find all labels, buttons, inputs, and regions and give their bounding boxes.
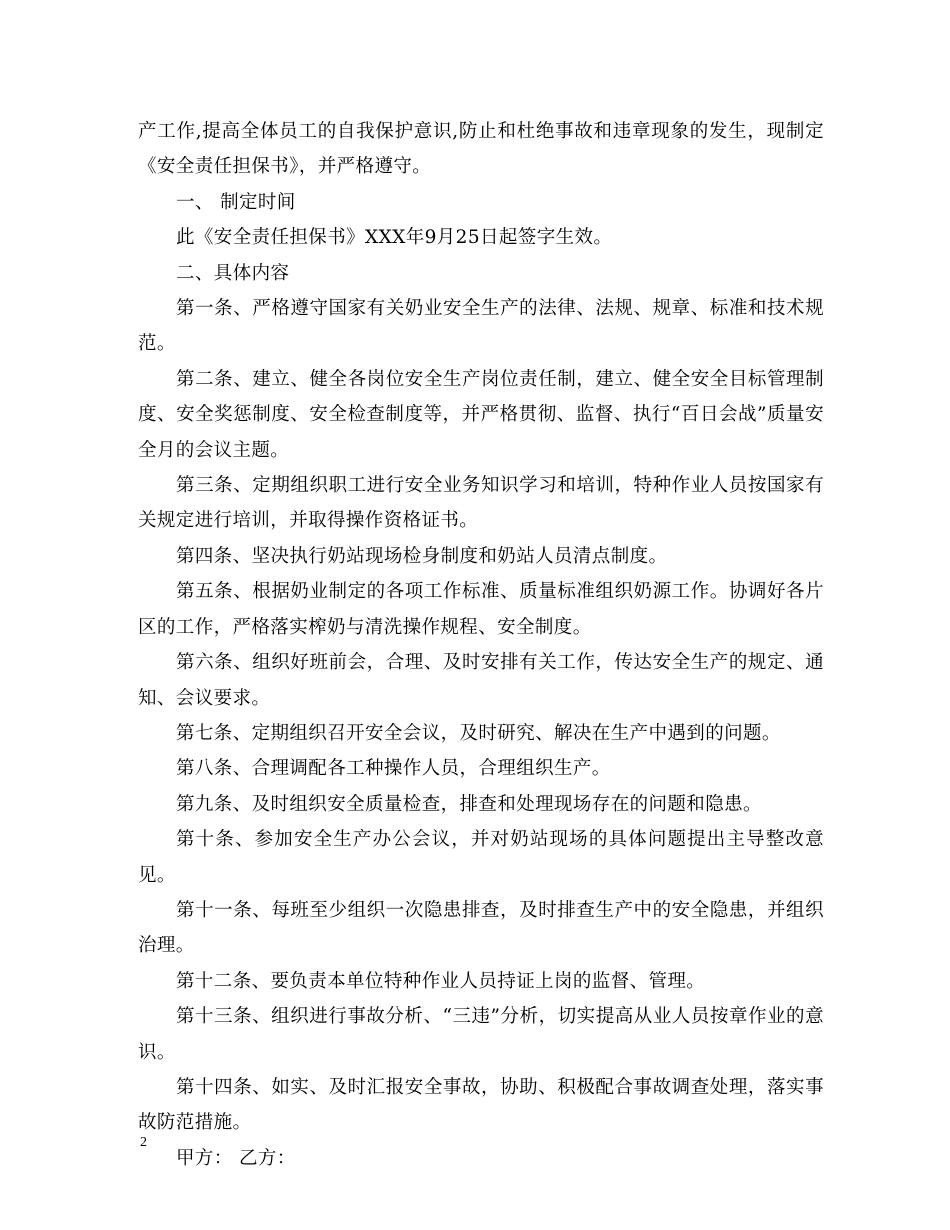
article-10: 第十条、参加安全生产办公会议，并对奶站现场的具体问题提出主导整改意见。 <box>138 829 824 886</box>
section-heading-time: 一、 制定时间 <box>176 191 296 213</box>
article-4: 第四条、坚决执行奶站现场检身制度和奶站人员清点制度。 <box>176 545 668 567</box>
article-5: 第五条、根据奶业制定的各项工作标准、质量标准组织奶源工作。协调好各片区的工作，严格落实榨奶与清洗操作规程、安全制度。 <box>138 581 824 638</box>
article-6: 第六条、组织好班前会，合理、及时安排有关工作，传达安全生产的规定、通知、会议要求。 <box>138 652 824 709</box>
article-12: 第十二条、要负责本单位特种作业人员持证上岗的监督、管理。 <box>176 970 706 992</box>
article-13: 第十三条、组织进行事故分析、“三违”分析，切实提高从业人员按章作业的意识。 <box>138 1006 824 1063</box>
article-2: 第二条、建立、健全各岗位安全生产岗位责任制，建立、健全安全目标管理制度、安全奖惩制度、安全检查制度等，并严格贯彻、监督、执行“百日会战”质量安全月的会议主题。 <box>138 368 824 461</box>
article-9: 第九条、及时组织安全质量检查，排查和处理现场存在的问题和隐患。 <box>176 793 762 815</box>
signature-line: 甲方： 乙方： <box>176 1147 296 1169</box>
page-number: 2 <box>140 1135 147 1150</box>
article-8: 第八条、合理调配各工种操作人员，合理组织生产。 <box>176 758 611 780</box>
section-heading-content: 二、具体内容 <box>176 262 290 284</box>
article-7: 第七条、定期组织召开安全会议，及时研究、解决在生产中遇到的问题。 <box>176 722 781 744</box>
document-body <box>138 114 824 1176</box>
paragraph-effective-date: 此《安全责任担保书》XXX年9月25日起签字生效。 <box>176 227 613 249</box>
paragraph-preamble: 产工作,提高全体员工的自我保护意识,防止和杜绝事故和违章现象的发生，现制定《安全责任担保书》，并严格遵守。 <box>138 121 824 178</box>
article-14: 第十四条、如实、及时汇报安全事故，协助、积极配合事故调查处理，落实事故防范措施。 <box>138 1076 824 1134</box>
article-11: 第十一条、每班至少组织一次隐患排查，及时排查生产中的安全隐患，并组织治理。 <box>138 899 824 957</box>
article-1: 第一条、严格遵守国家有关奶业安全生产的法律、法规、规章、标准和技术规范。 <box>138 298 824 355</box>
article-3: 第三条、定期组织职工进行安全业务知识学习和培训，特种作业人员按国家有关规定进行培训，并取得操作资格证书。 <box>138 475 824 532</box>
